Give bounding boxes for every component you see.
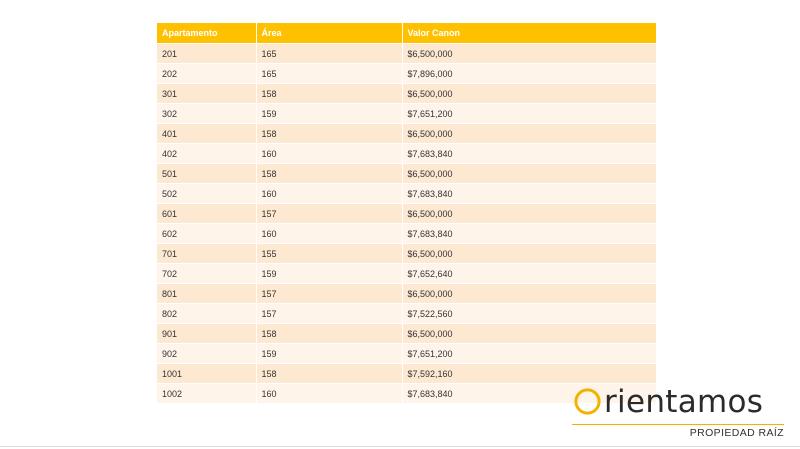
cell-area: 155 xyxy=(256,244,402,264)
cell-valor-canon: $6,500,000 xyxy=(402,204,656,224)
cell-valor-canon: $7,683,840 xyxy=(402,384,656,404)
cell-area: 165 xyxy=(256,64,402,84)
cell-apartamento: 302 xyxy=(157,104,256,124)
cell-valor-canon: $6,500,000 xyxy=(402,124,656,144)
cell-area: 158 xyxy=(256,324,402,344)
table-row xyxy=(157,144,656,164)
table-row xyxy=(157,104,656,124)
cell-apartamento: 501 xyxy=(157,164,256,184)
cell-area: 159 xyxy=(256,264,402,284)
apartments-table xyxy=(157,23,656,403)
cell-valor-canon: $7,683,840 xyxy=(402,144,656,164)
cell-apartamento: 502 xyxy=(157,184,256,204)
cell-valor-canon: $7,652,640 xyxy=(402,264,656,284)
cell-valor-canon: $6,500,000 xyxy=(402,164,656,184)
logo-wordmark xyxy=(572,380,784,424)
cell-valor-canon: $6,500,000 xyxy=(402,44,656,64)
cell-apartamento: 402 xyxy=(157,144,256,164)
table-row xyxy=(157,184,656,204)
table-row xyxy=(157,304,656,324)
cell-area: 160 xyxy=(256,144,402,164)
table-row xyxy=(157,84,656,104)
header-apartamento: Apartamento xyxy=(157,23,256,44)
table-row xyxy=(157,224,656,244)
cell-area: 160 xyxy=(256,184,402,204)
logo-subtitle: PROPIEDAD RAÍZ xyxy=(689,427,784,439)
cell-valor-canon: $7,896,000 xyxy=(402,64,656,84)
cell-valor-canon: $7,683,840 xyxy=(402,224,656,244)
cell-valor-canon: $7,683,840 xyxy=(402,184,656,204)
logo-underline xyxy=(572,424,784,425)
table-row xyxy=(157,124,656,144)
logo-word-text: rientamos xyxy=(604,384,764,420)
cell-area: 158 xyxy=(256,364,402,384)
cell-valor-canon: $6,500,000 xyxy=(402,244,656,264)
table-row xyxy=(157,164,656,184)
header-area: Área xyxy=(256,23,402,44)
cell-area: 157 xyxy=(256,304,402,324)
cell-apartamento: 201 xyxy=(157,44,256,64)
orientamos-logo xyxy=(572,380,784,442)
cell-apartamento: 701 xyxy=(157,244,256,264)
cell-area: 158 xyxy=(256,164,402,184)
cell-area: 160 xyxy=(256,224,402,244)
cell-valor-canon: $7,522,560 xyxy=(402,304,656,324)
cell-apartamento: 601 xyxy=(157,204,256,224)
table-row xyxy=(157,324,656,344)
cell-area: 157 xyxy=(256,204,402,224)
cell-apartamento: 702 xyxy=(157,264,256,284)
cell-apartamento: 801 xyxy=(157,284,256,304)
cell-apartamento: 802 xyxy=(157,304,256,324)
cell-valor-canon: $6,500,000 xyxy=(402,324,656,344)
cell-apartamento: 602 xyxy=(157,224,256,244)
cell-area: 159 xyxy=(256,104,402,124)
cell-apartamento: 301 xyxy=(157,84,256,104)
cell-valor-canon: $6,500,000 xyxy=(402,284,656,304)
logo-o-ring-icon xyxy=(574,388,601,415)
cell-area: 159 xyxy=(256,344,402,364)
table-row xyxy=(157,44,656,64)
cell-area: 158 xyxy=(256,84,402,104)
cell-valor-canon: $6,500,000 xyxy=(402,84,656,104)
cell-area: 157 xyxy=(256,284,402,304)
cell-valor-canon: $7,592,160 xyxy=(402,364,656,384)
table-row xyxy=(157,64,656,84)
cell-area: 160 xyxy=(256,384,402,404)
bottom-divider xyxy=(0,446,800,447)
cell-valor-canon: $7,651,200 xyxy=(402,104,656,124)
header-valor-canon: Valor Canon xyxy=(402,23,656,44)
table-body xyxy=(157,44,656,404)
table-row xyxy=(157,344,656,364)
cell-apartamento: 902 xyxy=(157,344,256,364)
table-header-row xyxy=(157,23,656,44)
cell-apartamento: 401 xyxy=(157,124,256,144)
table-row xyxy=(157,264,656,284)
cell-area: 158 xyxy=(256,124,402,144)
cell-apartamento: 1002 xyxy=(157,384,256,404)
cell-apartamento: 202 xyxy=(157,64,256,84)
cell-valor-canon: $7,651,200 xyxy=(402,344,656,364)
cell-apartamento: 901 xyxy=(157,324,256,344)
table-row xyxy=(157,244,656,264)
cell-apartamento: 1001 xyxy=(157,364,256,384)
table-row xyxy=(157,204,656,224)
table-row xyxy=(157,284,656,304)
cell-area: 165 xyxy=(256,44,402,64)
